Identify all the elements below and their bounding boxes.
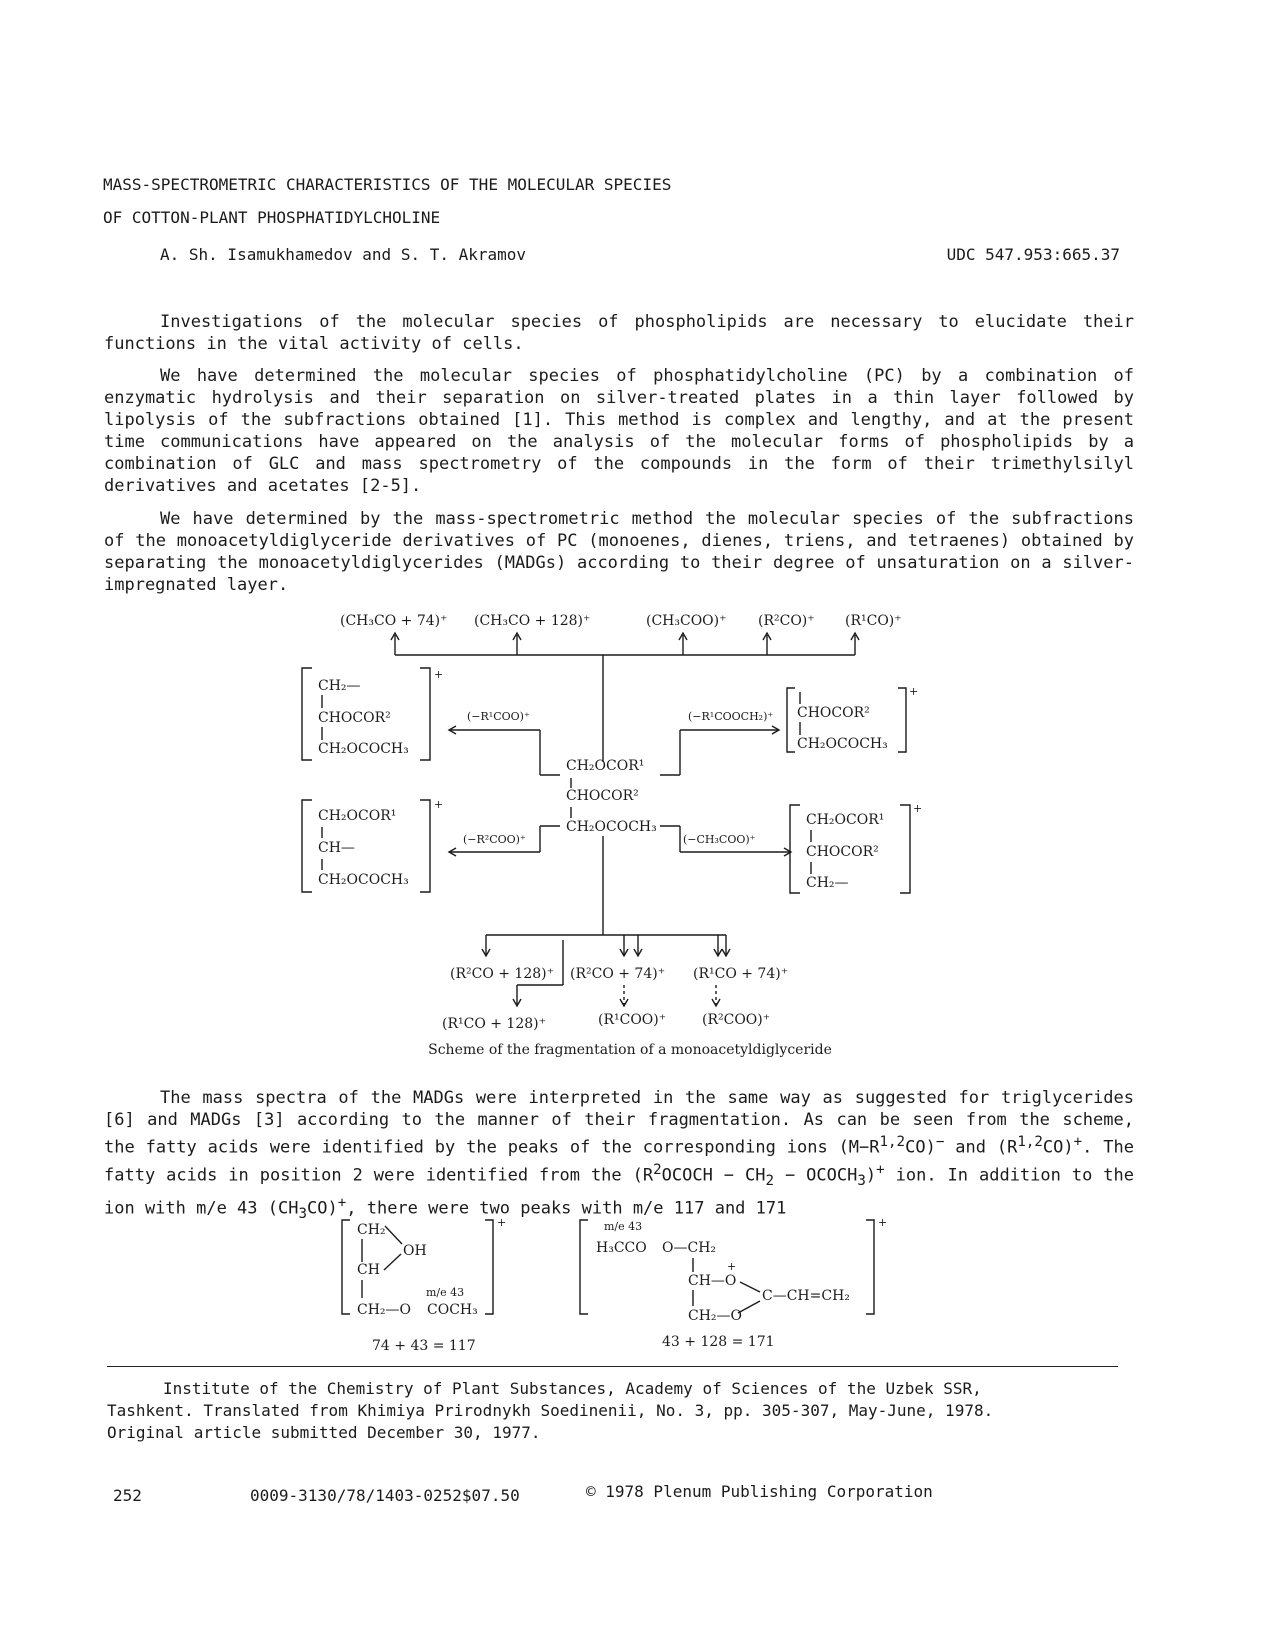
top-ion-2: (CH₃CO + 128)⁺ xyxy=(474,613,591,629)
footnote xyxy=(107,1378,1127,1444)
svg-text:+: + xyxy=(727,1260,737,1273)
svg-text:+: + xyxy=(878,1216,888,1229)
paragraph-2: We have determined the molecular species of phosphatidylcholine (PC) by a combination of enzymatic hydrolysis and their separation on silver-treated plates in a thin layer followed by lipolysis of the subfractions obtained [1]. This method is complex and lengthy, and at the present time communications have appeared on the analysis of the molecular forms of phospholipids by a combination of GLC and mass spectrometry of the compounds in the form of their trimethylsilyl derivatives and acetates [2-5]. xyxy=(104,366,1134,496)
left-lower-1: CH₂OCOR¹ xyxy=(318,808,397,824)
left-struct-oh: OH xyxy=(403,1243,427,1259)
ion-structures xyxy=(0,1210,1275,1360)
left-struct-coch3: COCH₃ xyxy=(427,1302,478,1318)
left-upper-2: CHOCOR² xyxy=(318,710,391,726)
svg-text:+: + xyxy=(434,798,444,811)
right-lower-2: CHOCOR² xyxy=(806,844,879,860)
left-struct-sum: 74 + 43 = 117 xyxy=(372,1338,476,1354)
top-ion-3: (CH₃COO)⁺ xyxy=(646,613,727,629)
bottom-ion-5: (R¹COO)⁺ xyxy=(598,1012,667,1028)
right-struct-sum: 43 + 128 = 171 xyxy=(662,1334,775,1350)
center-1: CH₂OCOR¹ xyxy=(566,758,645,774)
title-line-1: MASS-SPECTROMETRIC CHARACTERISTICS OF THE MOLECULAR SPECIES xyxy=(103,175,672,194)
footnote-line-3: Original article submitted December 30, 1977. xyxy=(107,1423,541,1442)
footnote-line-2: Tashkent. Translated from Khimiya Prirodnykh Soedinenii, No. 3, pp. 305-307, May-June, 1978. xyxy=(107,1401,994,1420)
bottom-ion-3: (R¹CO + 74)⁺ xyxy=(693,966,789,982)
left-upper-1: CH₂— xyxy=(318,678,361,694)
left-lower-2: CH— xyxy=(318,840,355,856)
udc-code: UDC 547.953:665.37 xyxy=(946,245,1120,264)
right-struct-vinyl: C—CH=CH₂ xyxy=(762,1288,850,1304)
bottom-ion-6: (R²COO)⁺ xyxy=(702,1012,771,1028)
right-lower-3: CH₂— xyxy=(806,875,849,891)
center-3: CH₂OCOCH₃ xyxy=(566,819,657,835)
svg-text:+: + xyxy=(497,1216,507,1229)
paragraph-4: The mass spectra of the MADGs were interpreted in the same way as suggested for triglycerides [6] and MADGs [3] according to the manner of their fragmentation. As can be seen from the scheme, the fatty acids were identified by the peaks of the corresponding ions $(M-R^{1,2}CO)^-$ and $(R^{1,2}CO)^+$. The fatty acids in position 2 were identified from the ($R^2OCOCH - CH_2$ − $OCOCH_3)^+$ ion. In addition to the ion with m/e 43 $(CH_3CO)^+$, there were two peaks with m/e 117 and 171 xyxy=(104,1088,1134,1222)
top-ion-1: (CH₃CO + 74)⁺ xyxy=(340,613,448,629)
footnote-rule xyxy=(107,1366,1118,1367)
loss-lower-right: (−CH₃COO)⁺ xyxy=(683,833,756,846)
bottom-ion-1: (R²CO + 128)⁺ xyxy=(450,966,555,982)
issn-code: 0009-3130/78/1403-0252$07.50 xyxy=(250,1486,520,1505)
left-struct-me: m/e 43 xyxy=(426,1286,465,1299)
right-struct-h3cco: H₃CCO xyxy=(596,1240,647,1256)
page-number: 252 xyxy=(113,1486,142,1505)
right-struct-och2: O—CH₂ xyxy=(662,1240,717,1256)
article-title xyxy=(103,168,1003,234)
left-struct-ch2o: CH₂—O xyxy=(357,1302,412,1318)
paragraph-3: We have determined by the mass-spectrometric method the molecular species of the subfractions of the monoacetyldiglyceride derivatives of PC (monoenes, dienes, triens, and tetraenes) obtained by separating the monoacetyldiglycerides (MADGs) according to their degree of unsaturation on a silver-impregnated layer. xyxy=(104,509,1134,595)
svg-text:+: + xyxy=(913,802,923,815)
title-line-2: OF COTTON-PLANT PHOSPHATIDYLCHOLINE xyxy=(103,208,441,227)
left-upper-3: CH₂OCOCH₃ xyxy=(318,741,409,757)
loss-upper-left: (−R¹COO)⁺ xyxy=(467,710,530,723)
bottom-ion-2: (R²CO + 74)⁺ xyxy=(570,966,666,982)
right-struct-ch2o: CH₂—O xyxy=(688,1308,743,1324)
scheme-caption: Scheme of the fragmentation of a monoacetyldiglyceride xyxy=(428,1042,832,1058)
paragraph-1: Investigations of the molecular species of phospholipids are necessary to elucidate their functions in the vital activity of cells. xyxy=(104,312,1134,354)
loss-upper-right: (−R¹COOCH₂)⁺ xyxy=(688,710,774,723)
svg-text:+: + xyxy=(434,668,444,681)
right-struct-me: m/e 43 xyxy=(604,1220,643,1233)
top-ion-5: (R¹CO)⁺ xyxy=(845,613,902,629)
right-lower-1: CH₂OCOR¹ xyxy=(806,812,885,828)
svg-text:+: + xyxy=(909,685,919,698)
loss-lower-left: (−R²COO)⁺ xyxy=(463,833,526,846)
left-lower-3: CH₂OCOCH₃ xyxy=(318,872,409,888)
bottom-ion-4: (R¹CO + 128)⁺ xyxy=(442,1016,547,1032)
copyright: © 1978 Plenum Publishing Corporation xyxy=(586,1482,933,1501)
left-struct-ch: CH xyxy=(357,1262,380,1278)
authors: A. Sh. Isamukhamedov and S. T. Akramov xyxy=(160,245,527,264)
fragmentation-scheme xyxy=(0,600,1275,1040)
right-upper-2: CH₂OCOCH₃ xyxy=(797,736,888,752)
center-2: CHOCOR² xyxy=(566,788,639,804)
top-ion-4: (R²CO)⁺ xyxy=(758,613,815,629)
right-upper-1: CHOCOR² xyxy=(797,705,870,721)
byline xyxy=(160,244,1120,266)
right-struct-cho: CH—O xyxy=(688,1273,737,1289)
left-struct-ch2: CH₂ xyxy=(357,1222,386,1238)
footnote-line-1: Institute of the Chemistry of Plant Substances, Academy of Sciences of the Uzbek SSR, xyxy=(163,1379,982,1398)
